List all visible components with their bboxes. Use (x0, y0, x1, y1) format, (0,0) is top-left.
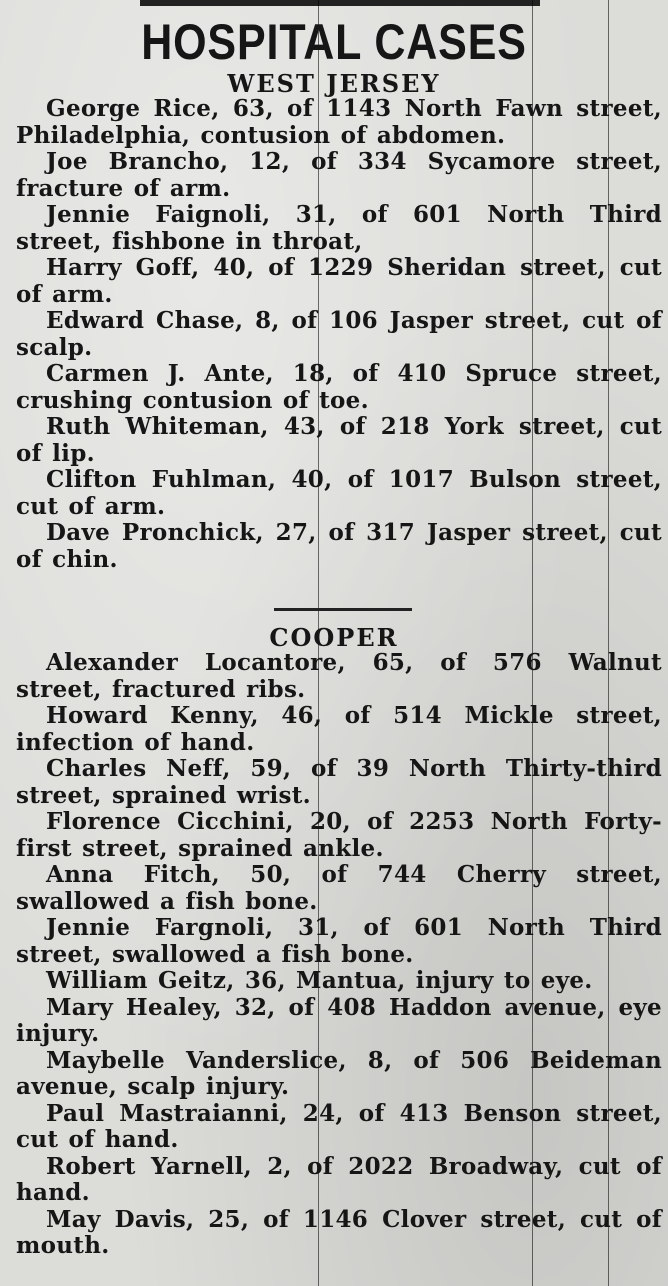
case-entry: Paul Mastraianni, 24, of 413 Benson street, cut of hand. (16, 1099, 662, 1153)
case-entry: May Davis, 25, of 1146 Clover street, cut of mouth. (16, 1205, 662, 1259)
case-entry: Maybelle Vanderslice, 8, of 506 Beideman avenue, scalp injury. (16, 1046, 662, 1100)
case-entry: Jennie Faignoli, 31, of 601 North Third street, fishbone in throat, (16, 201, 662, 255)
case-entry: Ruth Whiteman, 43, of 218 York street, cut of lip. (16, 413, 662, 467)
case-entry: Florence Cicchini, 20, of 2253 North Forty-first street, sprained ankle. (16, 808, 662, 862)
case-entry: Dave Pronchick, 27, of 317 Jasper street, cut of chin. (16, 519, 662, 573)
case-entry: Carmen J. Ante, 18, of 410 Spruce street, crushing contusion of toe. (16, 360, 662, 414)
section-divider (274, 608, 412, 611)
case-entry: Edward Chase, 8, of 106 Jasper street, cut of scalp. (16, 307, 662, 361)
case-entry: Joe Brancho, 12, of 334 Sycamore street, fracture of arm. (16, 148, 662, 202)
section-heading-cooper: COOPER (269, 623, 399, 652)
case-entry: Alexander Locantore, 65, of 576 Walnut street, fractured ribs. (16, 649, 662, 703)
case-entry: William Geitz, 36, Mantua, injury to eye. (46, 967, 593, 994)
top-rule (140, 0, 540, 6)
case-entry: Jennie Fargnoli, 31, of 601 North Third street, swallowed a fish bone. (16, 914, 662, 968)
case-entry: Clifton Fuhlman, 40, of 1017 Bulson street, cut of arm. (16, 466, 662, 520)
case-entry: Harry Goff, 40, of 1229 Sheridan street, cut of arm. (16, 254, 662, 308)
west-jersey-case-list (16, 96, 662, 573)
case-entry: George Rice, 63, of 1143 North Fawn street, Philadelphia, contusion of abdomen. (16, 95, 662, 149)
cooper-case-list (16, 650, 662, 1260)
case-entry: Anna Fitch, 50, of 744 Cherry street, swallowed a fish bone. (16, 861, 662, 915)
case-entry: Mary Healey, 32, of 408 Haddon avenue, eye injury. (16, 993, 662, 1047)
case-entry: Charles Neff, 59, of 39 North Thirty-third street, sprained wrist. (16, 755, 662, 809)
case-entry: Howard Kenny, 46, of 514 Mickle street, infection of hand. (16, 702, 662, 756)
headline: HOSPITAL CASES (141, 14, 527, 70)
section-heading-west-jersey: WEST JERSEY (227, 69, 441, 98)
case-entry: Robert Yarnell, 2, of 2022 Broadway, cut of hand. (16, 1152, 662, 1206)
